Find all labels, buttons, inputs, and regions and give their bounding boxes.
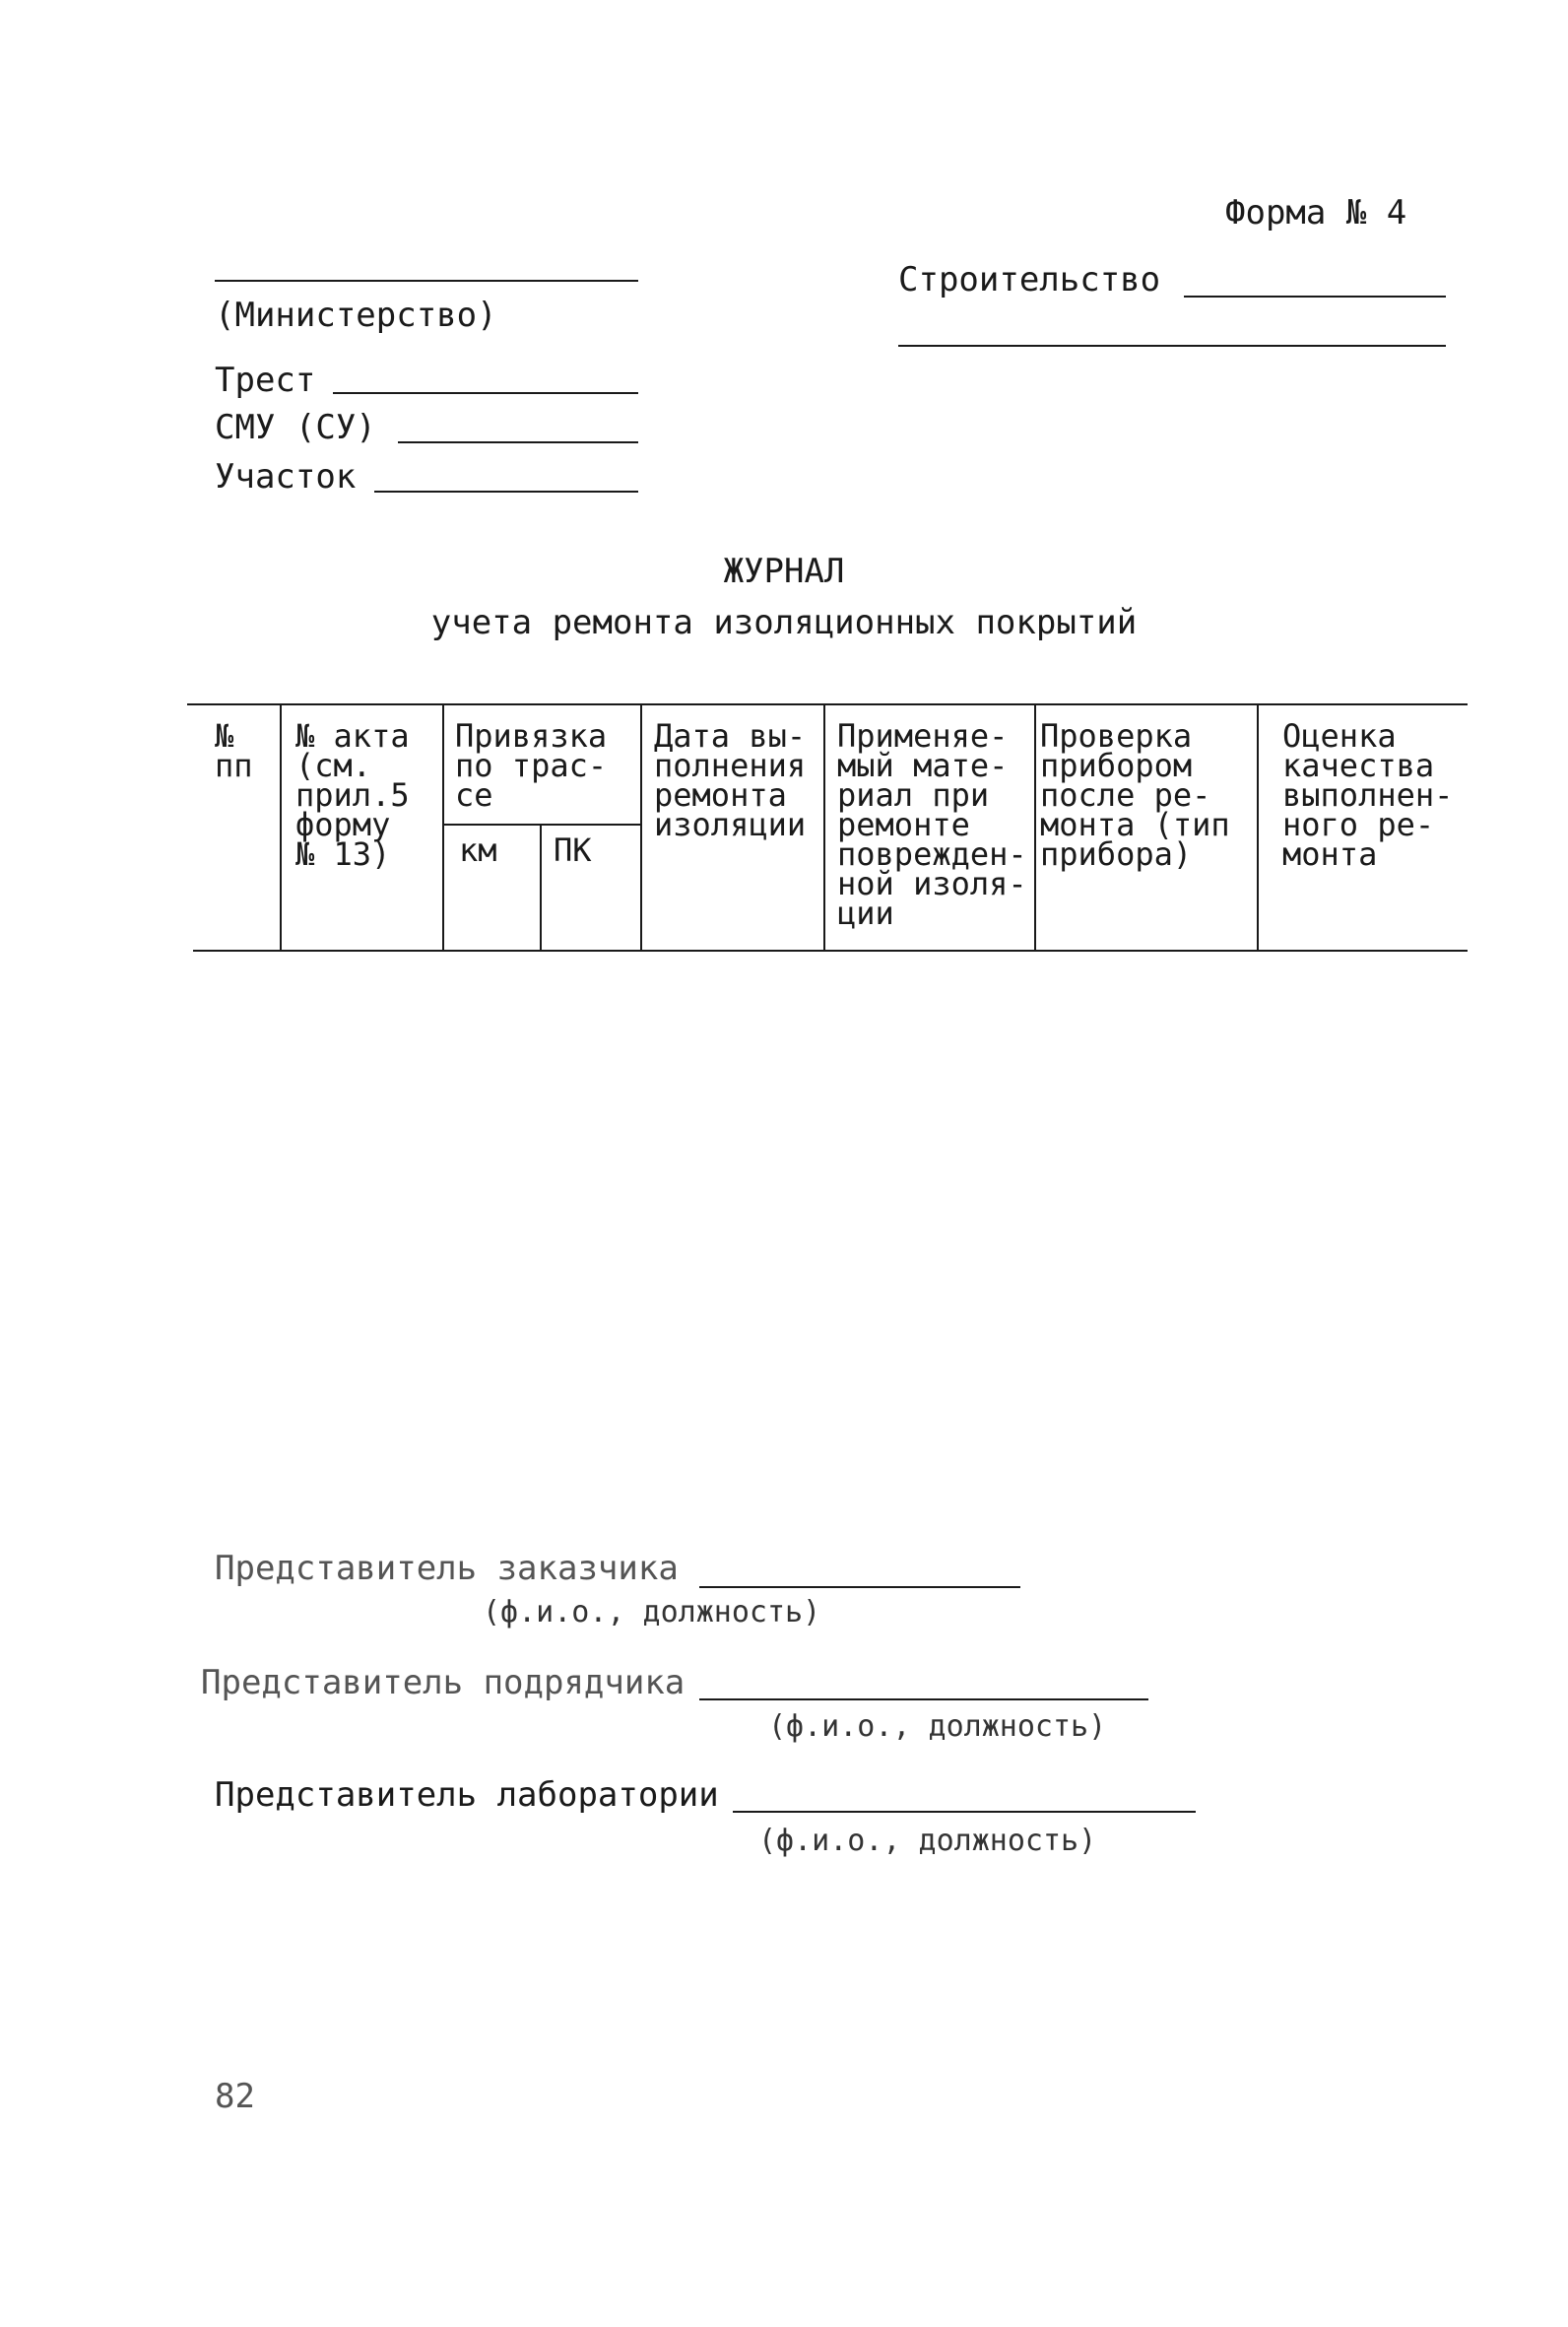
ministry-label: (Министерство) bbox=[215, 296, 497, 335]
col-divider-6 bbox=[1257, 703, 1259, 952]
col-header-inspection: Проверка прибором после ре- монта (тип прибора) bbox=[1040, 717, 1230, 873]
col-header-reference: Привязка по трас- се bbox=[455, 717, 608, 814]
journal-title: ЖУРНАЛ bbox=[723, 552, 845, 591]
construction-line bbox=[1184, 296, 1446, 298]
col-header-act: № акта (см. прил.5 форму № 13) bbox=[295, 717, 410, 873]
signature-line bbox=[699, 1586, 1020, 1588]
signature-caption: (ф.и.о., должность) bbox=[768, 1709, 1107, 1744]
signature-line bbox=[733, 1811, 1196, 1813]
col-header-km: км bbox=[459, 831, 497, 869]
col-divider-5 bbox=[1034, 703, 1036, 952]
construction-line-2 bbox=[898, 345, 1446, 347]
col-divider-3 bbox=[640, 703, 642, 952]
section-line bbox=[374, 491, 638, 493]
col-divider-2 bbox=[442, 703, 444, 952]
col-header-date: Дата вы- полнения ремонта изоляции bbox=[654, 717, 807, 843]
signature-line bbox=[699, 1698, 1148, 1700]
form-number: Форма № 4 bbox=[1225, 193, 1407, 233]
smu-line bbox=[398, 441, 638, 443]
subcol-divider bbox=[540, 824, 542, 952]
construction-label: Строительство bbox=[898, 260, 1161, 299]
trust-line bbox=[333, 392, 638, 394]
table-bottom-border bbox=[193, 950, 1468, 952]
signature-label: Представитель заказчика bbox=[215, 1549, 679, 1588]
journal-subtitle: учета ремонта изоляционных покрытий bbox=[430, 603, 1138, 642]
page-number: 82 bbox=[215, 2077, 255, 2116]
col-header-quality: Оценка качества выполнен- ного ре- монта bbox=[1282, 717, 1454, 873]
table-top-border bbox=[187, 703, 1468, 705]
smu-label: СМУ (СУ) bbox=[215, 408, 376, 447]
col-header-number: № пп bbox=[215, 717, 253, 784]
signature-label: Представитель подрядчика bbox=[201, 1663, 686, 1702]
section-label: Участок bbox=[215, 457, 357, 497]
col-divider-1 bbox=[280, 703, 282, 952]
signature-caption: (ф.и.о., должность) bbox=[758, 1824, 1097, 1858]
trust-label: Трест bbox=[215, 361, 316, 400]
ministry-line bbox=[215, 280, 638, 282]
col-divider-4 bbox=[823, 703, 825, 952]
signature-caption: (ф.и.о., должность) bbox=[483, 1595, 821, 1629]
signature-label: Представитель лаборатории bbox=[215, 1775, 719, 1815]
col-header-material: Применяе- мый мате- риал при ремонте поврежден- ной изоля- ции bbox=[837, 717, 1027, 932]
col-header-pk: ПК bbox=[554, 831, 592, 869]
